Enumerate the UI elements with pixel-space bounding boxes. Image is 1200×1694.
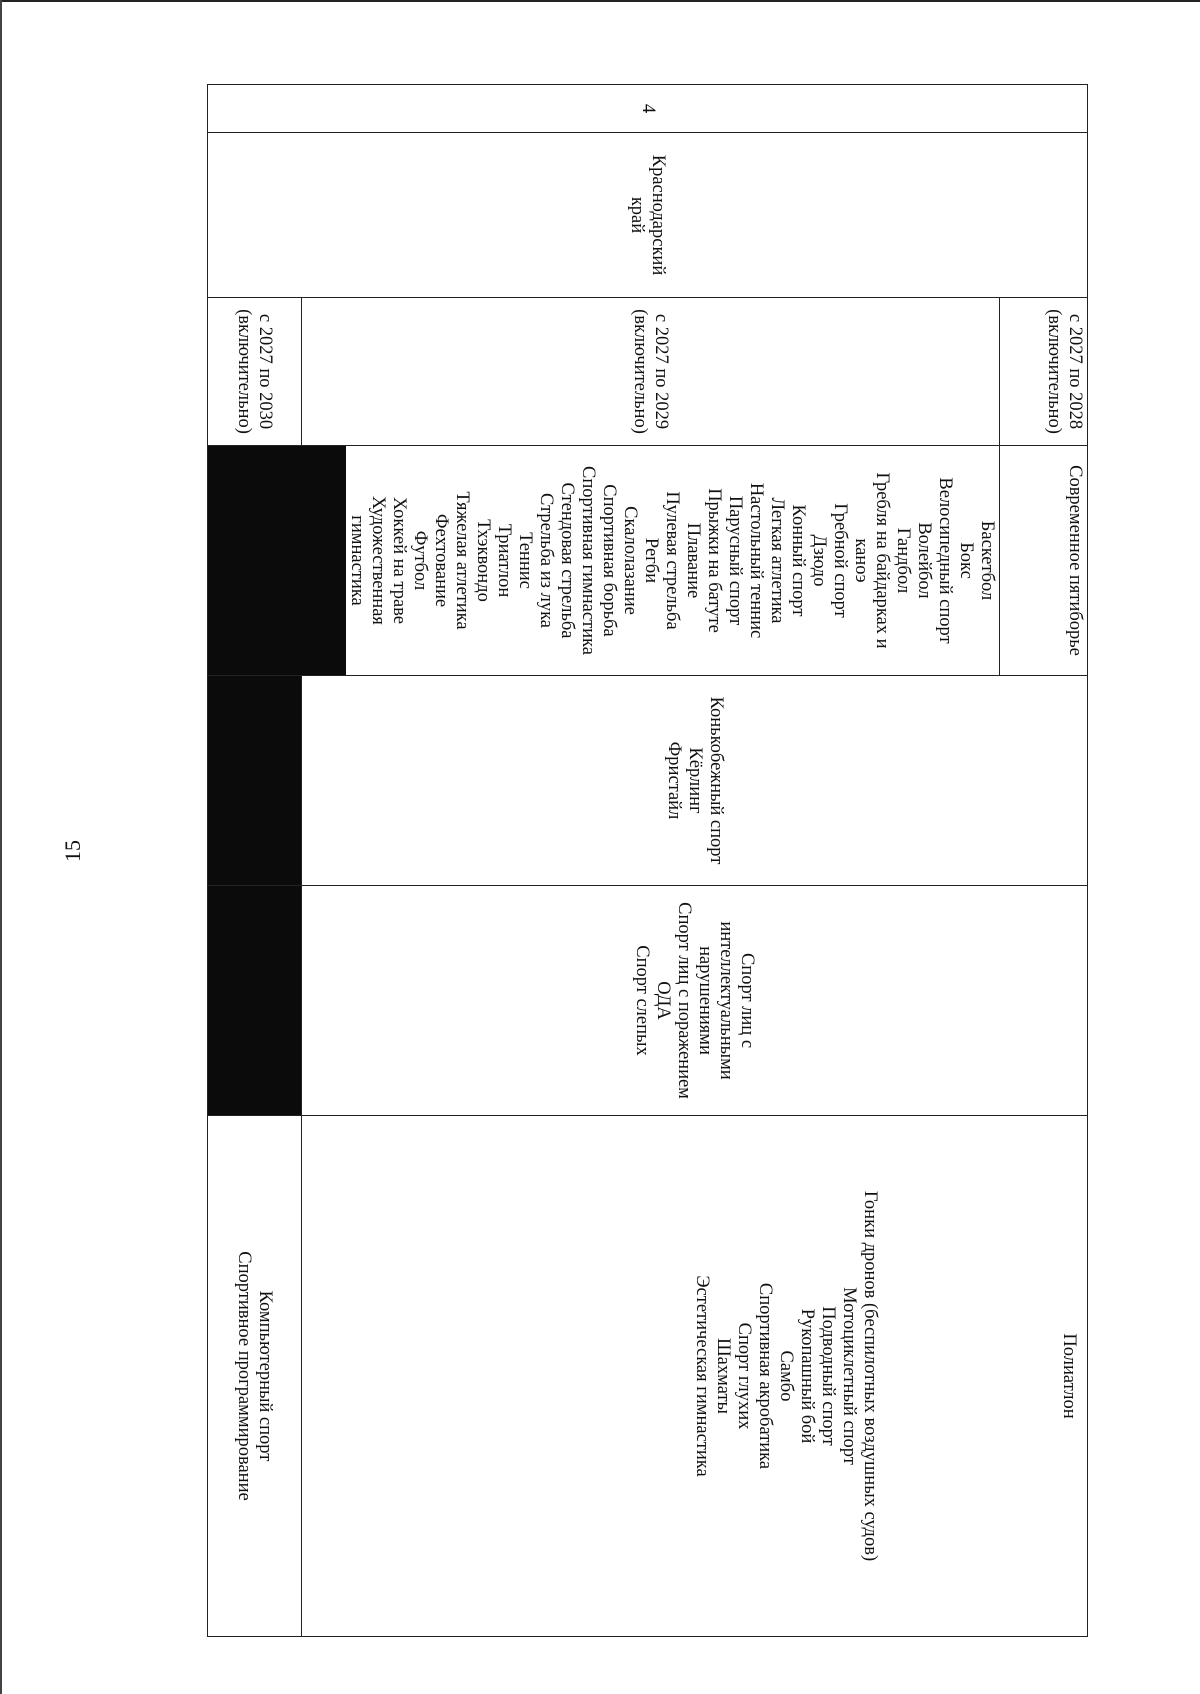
summer-cell-1: [1000, 446, 1088, 676]
rotated-table-wrapper: [208, 84, 1088, 1636]
summer-sport: Прыжки на батуте: [704, 488, 724, 633]
period-3: с 2027 по 2030 (включительно): [234, 309, 276, 434]
summer-sport: Футбол: [410, 530, 430, 591]
winter-sport: Фристайл: [664, 741, 684, 820]
period-1: с 2027 по 2028 (включительно): [1044, 309, 1085, 434]
adaptive-cell: [302, 886, 1088, 1116]
other-sport: Эстетическая гимнастика: [692, 1275, 712, 1477]
period-cell-1: [1000, 298, 1088, 446]
region-cell: [208, 133, 1088, 298]
summer-sport: Гребной спорт: [830, 503, 850, 618]
other-sports-list-3: [234, 1120, 276, 1632]
summer-sport: Плавание: [683, 522, 703, 599]
summer-sport: Стендовая стрельба: [557, 482, 577, 639]
summer-sport: Волейбол: [914, 522, 934, 599]
other-cell: [302, 1116, 1088, 1637]
other-sport: Подводный спорт: [818, 1306, 838, 1446]
other-sport: Спорт глухих: [734, 1322, 754, 1430]
summer-sport: Триатлон: [494, 523, 514, 598]
summer-sport: Баскетбол: [977, 520, 997, 601]
other-sport: Полиатлон: [1059, 1333, 1079, 1419]
winter-sport: Конькобежный спорт: [706, 696, 726, 865]
adaptive-cell-empty: [208, 886, 302, 1116]
summer-sports-list: [346, 446, 999, 675]
scan-edge-left: [0, 0, 2, 1694]
other-sport: Компьютерный спорт: [255, 1290, 276, 1462]
winter-cell: [302, 676, 1088, 886]
period-2: с 2027 по 2029 (включительно): [630, 309, 672, 434]
other-sport: Мотоциклетный спорт: [839, 1287, 859, 1465]
other-sport: Спортивная акробатика: [755, 1282, 775, 1470]
winter-sports-list: [663, 680, 726, 881]
other-sport: Шахматы: [713, 1338, 733, 1414]
scan-edge-top: [0, 0, 1200, 2]
winter-cell-empty: [208, 676, 302, 886]
other-sport: Рукопашный бой: [797, 1308, 817, 1444]
page-number: 15: [60, 840, 85, 862]
other-sport: Спортивное программирование: [234, 1251, 255, 1501]
period-cell-3: [208, 298, 302, 446]
adaptive-sport: Спорт лиц с поражением ОДА: [653, 902, 695, 1099]
adaptive-sports-list: [632, 890, 758, 1111]
summer-sport: Конный спорт: [788, 504, 808, 617]
summer-sport: Художественная гимнастика: [347, 496, 388, 625]
summer-sport: Дзюдо: [809, 534, 829, 587]
adaptive-sport: Спорт слепых: [632, 945, 653, 1056]
summer-sport: Тхэквондо: [473, 519, 493, 602]
row-number: 4: [638, 103, 658, 114]
summer-sport: Фехтование: [431, 513, 451, 608]
summer-sport: Пулевая стрельба: [662, 491, 682, 630]
other-sports-list: [691, 1120, 1079, 1632]
summer-sport: Теннис: [515, 532, 535, 589]
summer-sport: Настольный теннис: [746, 482, 766, 639]
sports-table: [207, 84, 1088, 1637]
other-sport: Гонки дронов (беспилотных воздушных судов): [860, 1190, 880, 1562]
page-number-container: [60, 830, 90, 870]
summer-sport-1: Современное пятиборье: [1065, 465, 1085, 656]
winter-sport: Кёрлинг: [685, 747, 705, 814]
summer-sport: Парусный спорт: [725, 495, 745, 626]
summer-sport: Регби: [641, 537, 661, 584]
region-name: Краснодарский край: [627, 154, 669, 276]
summer-cell-2: [208, 446, 1000, 676]
summer-sport: Спортивная гимнастика: [578, 466, 598, 655]
summer-sport: Велосипедный спорт: [935, 477, 955, 644]
other-sport: Самбо: [776, 1350, 796, 1402]
adaptive-sport: Спорт лиц с интеллектуальными нарушениями: [695, 921, 758, 1080]
summer-sport: Гребля на байдарках и каноэ: [851, 472, 892, 649]
summer-sport: Хоккей на траве: [389, 496, 409, 625]
summer-sport: Спортивная борьба: [599, 484, 619, 637]
summer-sport: Стрельба из лука: [536, 492, 556, 629]
summer-sport: Скалолазание: [620, 506, 640, 615]
other-cell-3: [208, 1116, 302, 1637]
summer-sport: Тяжелая атлетика: [452, 491, 472, 630]
row-number-cell: [208, 85, 1088, 133]
period-cell-2: [302, 298, 1000, 446]
summer-sport: Гандбол: [893, 527, 913, 594]
summer-sport: Легкая атлетика: [767, 497, 787, 624]
summer-sport: Бокс: [956, 542, 976, 579]
